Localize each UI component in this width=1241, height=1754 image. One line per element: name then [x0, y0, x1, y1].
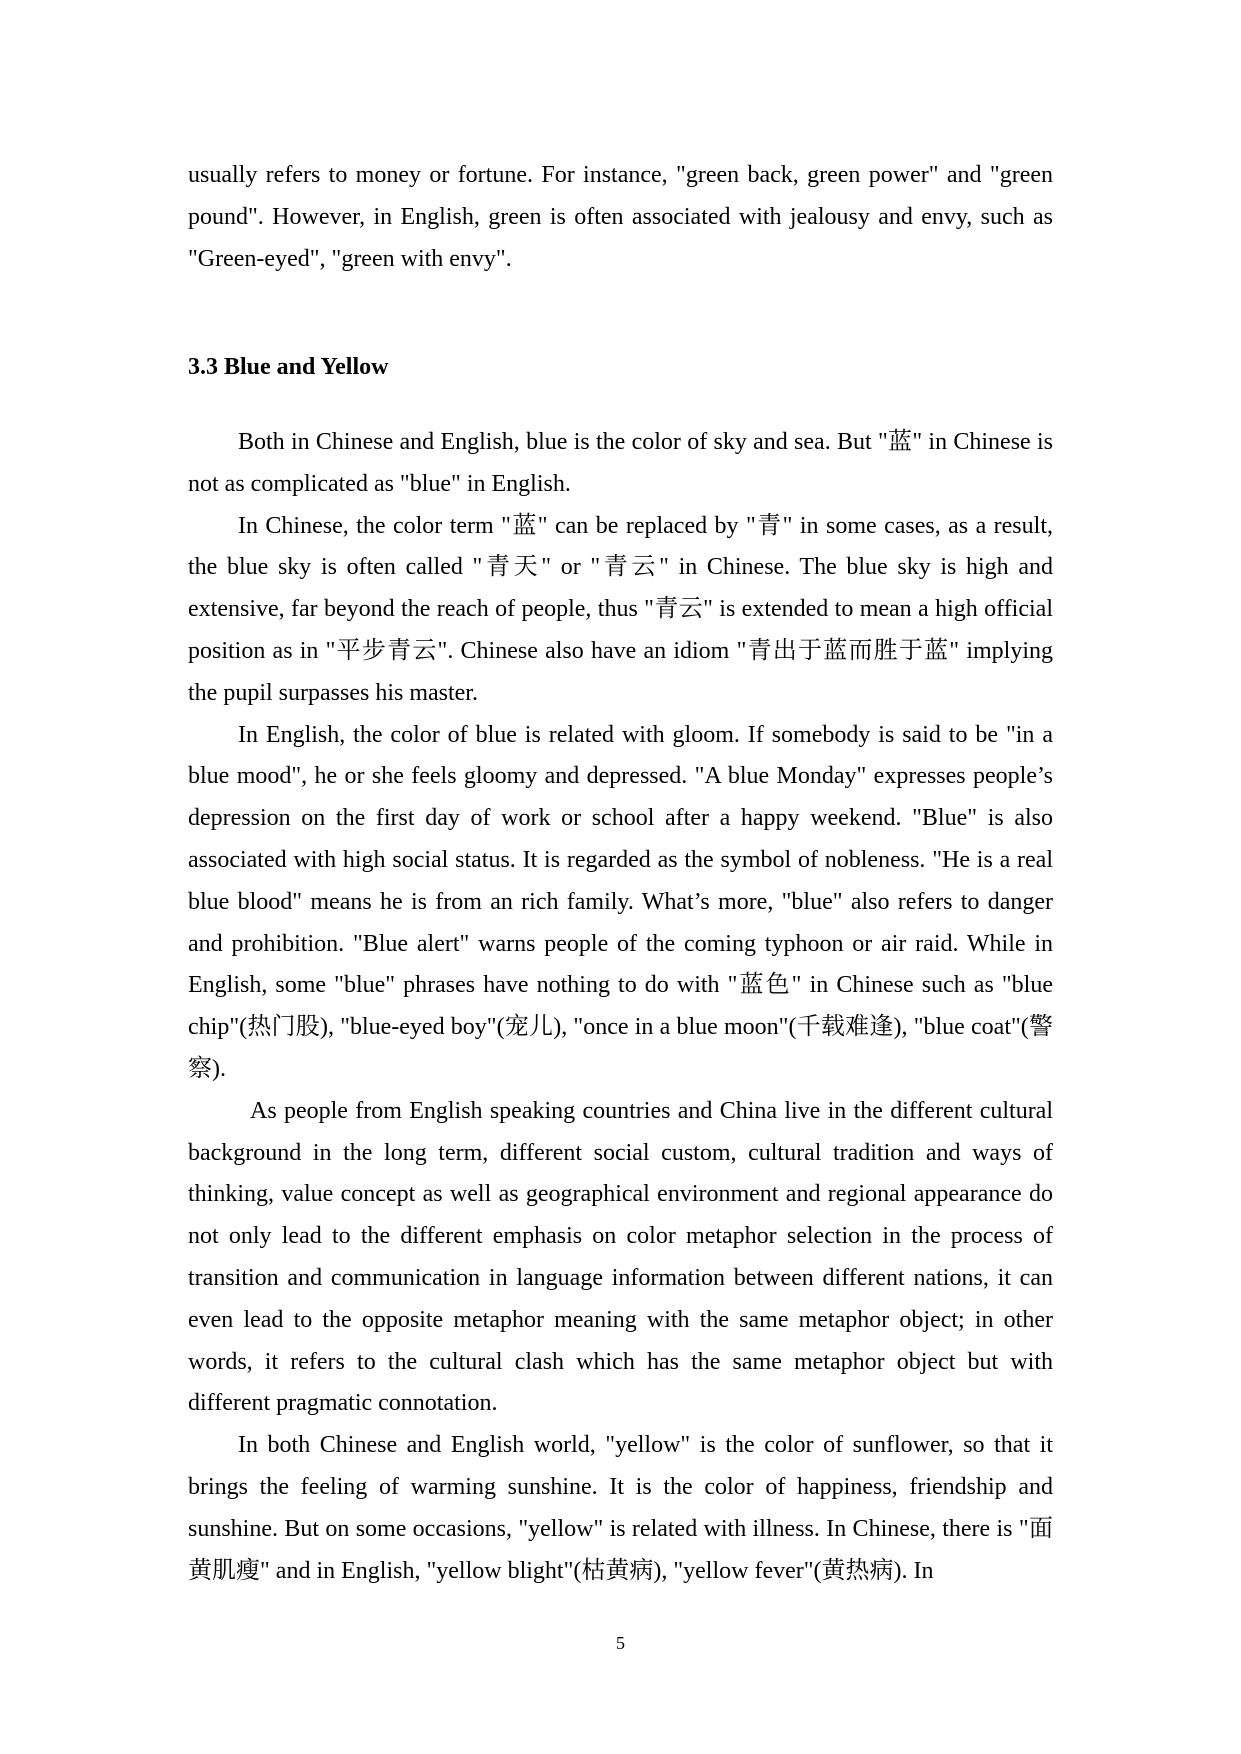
section-heading: 3.3 Blue and Yellow — [188, 354, 389, 380]
paragraph-yellow: In both Chinese and English world, "yellow" is the color of sunflower, so that it brings the feeling of warming sunshine. It is the color of happiness, friendship and sunshine. But on some occasions, "yellow" is related with illness. In Chinese, there is "面黄肌瘦" and in English, "yellow blight"(枯黄病), "yellow fever"(黄热病). In — [188, 1432, 1053, 1584]
intro-paragraph: usually refers to money or fortune. For instance, "green back, green power" and "green pound". However, in English, green is often associated with jealousy and envy, such as "Green-eyed", "green with envy". — [188, 162, 1053, 272]
paragraph-blue-english: In English, the color of blue is related with gloom. If somebody is said to be "in a blue mood", he or she feels gloomy and depressed. "A blue Monday" expresses people’s depression on the first day of work or school after a happy weekend. "Blue" is also associated with high social status. It is regarded as the symbol of nobleness. "He is a real blue blood" means he is from an rich family. What’s more, "blue" also refers to danger and prohibition. "Blue alert" warns people of the coming typhoon or air raid. While in English, some "blue" phrases have nothing to do with "蓝色" in Chinese such as "blue chip"(热门股), "blue-eyed boy"(宠儿), "once in a blue moon"(千载难逢), "blue coat"(警察). — [188, 721, 1053, 1082]
paragraph-blue-chinese: In Chinese, the color term "蓝" can be replaced by "青" in some cases, as a result, the blue sky is often called "青天" or "青云" in Chinese. The blue sky is high and extensive, far beyond the reach of people, thus "青云" is extended to mean a high official position as in "平步青云". Chinese also have an idiom "青出于蓝而胜于蓝" implying the pupil surpasses his master. — [188, 512, 1053, 706]
section-body — [188, 422, 1053, 1592]
document-page — [188, 155, 1053, 1584]
paragraph-blue-intro: Both in Chinese and English, blue is the color of sky and sea. But "蓝" in Chinese is not as complicated as "blue" in English. — [188, 429, 1053, 497]
page-number: 5 — [616, 1633, 625, 1653]
paragraph-cultural-background: As people from English speaking countries and China live in the different cultural background in the long term, different social custom, cultural tradition and ways of thinking, value concept as well as geographical environment and regional appearance do not only lead to the different emphasis on color metaphor selection in the process of transition and communication in language information between different nations, it can even lead to the opposite metaphor meaning with the same metaphor object; in other words, it refers to the cultural clash which has the same metaphor object but with different pragmatic connotation. — [188, 1097, 1053, 1417]
